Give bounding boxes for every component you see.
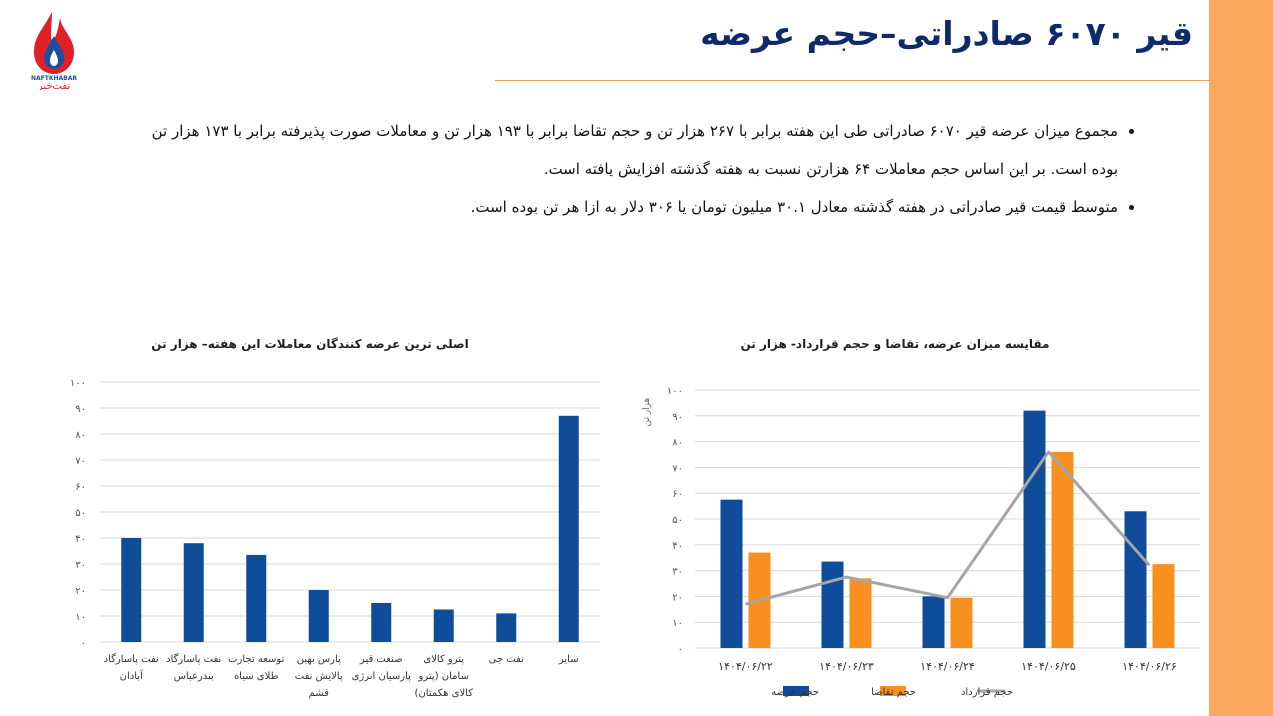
bar-supply xyxy=(721,500,743,648)
x-tick-label: پارسیان انرژی xyxy=(351,671,411,682)
suppliers-bar-chart xyxy=(40,330,620,714)
y-tick-label: ۴۰ xyxy=(75,534,86,545)
x-tick-label: پترو کالای xyxy=(423,654,465,665)
y-tick-label: ۳۰ xyxy=(75,560,86,571)
bar xyxy=(121,538,141,642)
y-tick-label: ۰ xyxy=(80,638,86,649)
y-tick-label: ۸۰ xyxy=(75,430,86,441)
bar xyxy=(371,603,391,642)
x-tick-label: ۱۴۰۴/۰۶/۲۳ xyxy=(819,660,874,673)
title-divider xyxy=(495,80,1209,81)
bar xyxy=(309,590,329,642)
bar xyxy=(184,543,204,642)
bar-demand xyxy=(1052,452,1074,648)
x-tick-label: بندرعباس xyxy=(173,671,214,682)
x-tick-label: نفت پاسارگاد xyxy=(103,654,159,665)
x-tick-label: نفت پاسارگاد xyxy=(166,654,222,665)
y-tick-label: ۹۰ xyxy=(672,411,683,423)
x-tick-label: نفت جی xyxy=(488,654,524,665)
side-accent-strip xyxy=(1209,0,1273,716)
x-tick-label: پارس بهین xyxy=(296,654,341,665)
bar xyxy=(496,613,516,642)
chart-title: مقایسه میزان عرضه، تقاضا و حجم قرارداد- هزار تن xyxy=(740,337,1050,351)
bar xyxy=(559,416,579,642)
y-tick-label: ۷۰ xyxy=(672,463,683,475)
bar-supply xyxy=(923,596,945,648)
legend-label: حجم تقاضا xyxy=(871,687,916,698)
x-tick-label: سایر xyxy=(558,654,579,665)
y-tick-label: ۹۰ xyxy=(75,404,86,415)
y-tick-label: ۳۰ xyxy=(672,566,683,578)
y-tick-label: ۶۰ xyxy=(672,489,683,501)
y-axis-label: هزار تن xyxy=(642,397,652,427)
bar-demand xyxy=(1153,564,1175,648)
y-tick-label: ۱۰۰ xyxy=(69,378,86,389)
y-tick-label: ۴۰ xyxy=(672,540,683,552)
bar xyxy=(246,555,266,642)
x-tick-label: قشم xyxy=(308,688,329,699)
x-tick-label: صنعت قیر xyxy=(359,654,403,665)
x-tick-label: ۱۴۰۴/۰۶/۲۵ xyxy=(1021,660,1076,673)
y-tick-label: ۵۰ xyxy=(672,515,683,526)
x-tick-label: ۱۴۰۴/۰۶/۲۶ xyxy=(1122,660,1177,673)
comparison-chart-svg xyxy=(635,330,1215,710)
y-tick-label: ۷۰ xyxy=(75,456,86,467)
bar-supply xyxy=(1125,511,1147,648)
chart-title: اصلی ترین عرضه کنندگان معاملات این هفته– هزار تن xyxy=(151,337,469,351)
y-tick-label: ۲۰ xyxy=(672,592,683,604)
x-tick-label: آبادان xyxy=(119,671,143,682)
x-tick-label: کالای هکمتان) xyxy=(414,688,473,699)
logo-persian-text: نفت‌خبر xyxy=(37,81,71,90)
x-tick-label: ۱۴۰۴/۰۶/۲۴ xyxy=(920,660,975,673)
bullet-item-supply-summary: • مجموع میزان عرضه قیر ۶۰۷۰ صادراتی طی این هفته برابر با ۲۶۷ هزار تن و حجم تقاضا برابر با ۱۹۳ هزار تن و معاملات صورت پذیرفته برابر با ۱۷۳ هزار تن بوده است. بر این اساس حجم معاملات ۶۴ هزارتن نسبت به هفته گذشته افزایش یافته است. xyxy=(140,112,1118,188)
y-tick-label: ۱۰ xyxy=(75,612,86,623)
logo-latin-text: NAFTKHABAR xyxy=(30,75,78,82)
y-tick-label: ۶۰ xyxy=(75,482,86,493)
x-tick-label: پالایش نفت xyxy=(294,671,343,682)
bar xyxy=(434,610,454,643)
x-tick-label: ۱۴۰۴/۰۶/۲۲ xyxy=(718,660,773,673)
bar-supply xyxy=(1024,411,1046,648)
y-tick-label: ۱۰ xyxy=(672,618,683,630)
y-tick-label: ۲۰ xyxy=(75,586,86,597)
comparison-combo-chart xyxy=(635,330,1215,714)
bar-demand xyxy=(951,598,973,648)
x-tick-label: سامان (پترو xyxy=(418,671,469,682)
legend-label: حجم عرضه xyxy=(771,687,819,698)
x-tick-label: توسعه تجارت xyxy=(228,654,285,665)
y-tick-label: ۸۰ xyxy=(672,437,683,449)
bar-supply xyxy=(822,562,844,648)
page-title: قیر ۶۰۷۰ صادراتی–حجم عرضه xyxy=(700,14,1193,53)
x-tick-label: طلای سیاه xyxy=(233,671,279,682)
y-tick-label: ۵۰ xyxy=(75,508,86,519)
summary-bullets xyxy=(140,112,1140,226)
legend-label: حجم قرارداد xyxy=(960,687,1013,698)
y-tick-label: ۰ xyxy=(677,644,683,655)
suppliers-chart-svg xyxy=(40,330,620,710)
naftkhabar-logo xyxy=(22,8,86,90)
bar-demand xyxy=(850,578,872,648)
y-tick-label: ۱۰۰ xyxy=(666,386,683,397)
bullet-item-average-price: • متوسط قیمت قیر صادراتی در هفته گذشته معادل ۳۰.۱ میلیون تومان یا ۳۰۶ دلار به ازا هر تن بوده است. xyxy=(140,188,1118,226)
contract-volume-line xyxy=(746,452,1150,604)
